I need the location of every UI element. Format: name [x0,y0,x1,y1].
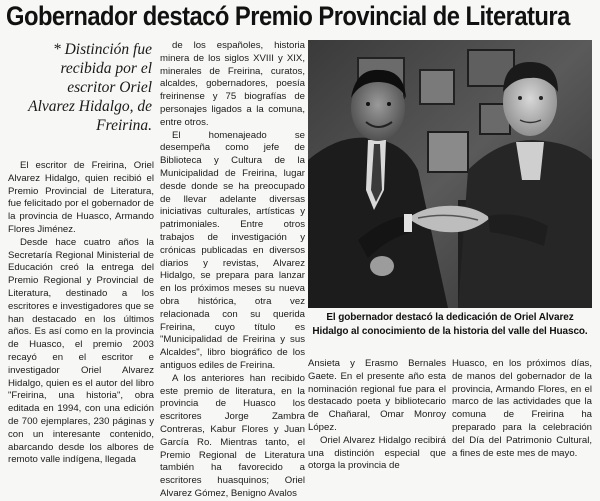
paragraph: El homenajeado se desempeña como jefe de Biblioteca y Cultura de la Municipalidad de Freirina, lugar desde donde se ha preocupado de llevar adelante diversas iniciativas culturales, artísticas y patrimoniales. Entre otros trabajos de investigación y crónicas publicadas en diversos diarios y revistas, Alvarez Hidalgo, se prepara para lanzar en los próximos meses su nueva obra histórica, otra vez relacionada con su querida Freirina, cuyo título es "Municipalidad de Freirina y sus Alcaldes", libro biográfico de los antiguos ediles de Freirina. [160,129,305,371]
paragraph: Oriel Alvarez Hidalgo recibirá una distinción especial que otorga la provincia de [308,434,446,472]
paragraph: Desde hace cuatro años la Secretaría Regional Ministerial de Educación creó la entrega del Premio Regional y Provincial de Literatura, destinado a los escritores e investigadores que se han destacado en los últimos años. Es así como en la provincia de Huasco, el premio 2003 recayó en el escritor e investigador Oriel Alvarez Hidalgo, quien es el autor del libro "Freirina, una historia", obra editada en 1994, con una edición de 700 ejemplares, 230 páginas y con un interesante contenido, abarcando desde los albores de remoto valle indígena, llegada [8,236,154,466]
photo-caption: El gobernador destacó la dedicación de Oriel Alvarez Hidalgo al conocimiento de la historia del valle del Huasco. [312,312,588,337]
article-column-3 [308,358,446,472]
article-column-4 [452,358,592,463]
article-column-2 [160,40,305,499]
paragraph: A los anteriores han recibido este premio de literatura, en la provincia de Huasco los escritores Jorge Zambra Contreras, Kabur Flores y Juan García Ro. Mientras tanto, el Premio Regional de Literatura también ha favorecido a escritores huasquinos; Oriel Alvarez Gómez, Benigno Avalos [160,372,305,499]
paragraph: Huasco, en los próximos días, de manos del gobernador de la provincia, Armando Flores, en el marco de las actividades que la comuna de Freirina ha preparado para la celebración del Día del Patrimonio Cultural, a fines de este mes de mayo. [452,358,592,459]
subheadline: * Distinción fue recibida por el escritor Oriel Alvarez Hidalgo, de Freirina. [28,41,152,134]
paragraph: Ansieta y Erasmo Bernales Gaete. En el presente año esta nominación regional fue para el destacado poeta y bibliotecario de Chañaral, Omar Monroy López. [308,358,446,433]
paragraph: de los españoles, historia minera de los siglos XVIII y XIX, minerales de Freirina, curatos, alcaldes, gobernadores, poesía freirinense y 75 biografías de personajes ligados a la comuna, entre otros. [160,40,305,128]
headline: Gobernador destacó Premio Provincial de Literatura [6,1,570,31]
article-photo [308,40,592,308]
paragraph: El escritor de Freirina, Oriel Alvarez Hidalgo, quien recibió el Premio Provincial de Literatura, fue felicitado por el gobernador de la provincia de Huasco, Armando Flores Jiménez. [8,160,154,235]
article-column-1 [8,160,154,466]
photo-two-men-handshake [308,40,592,308]
